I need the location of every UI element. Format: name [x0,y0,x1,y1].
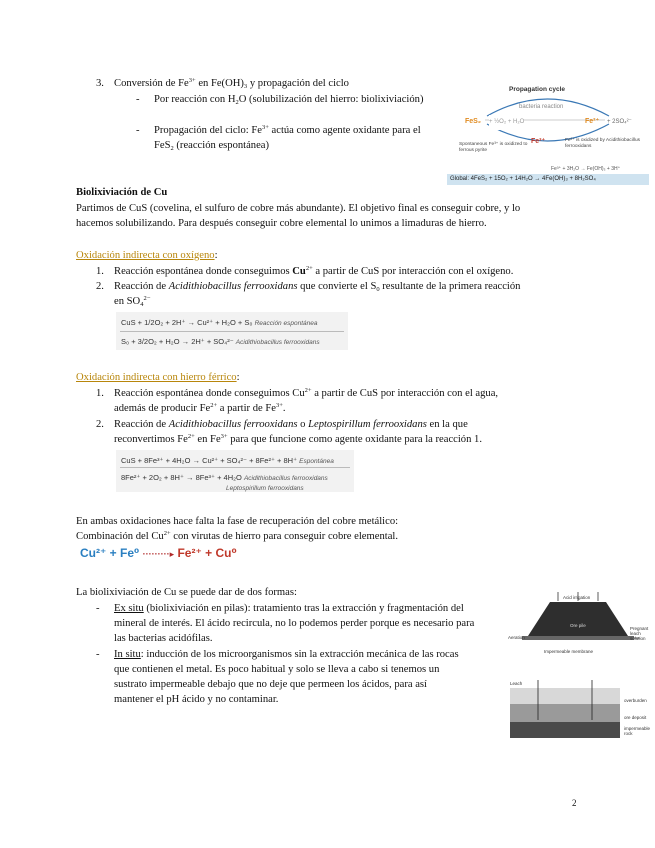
equation-right: Fe²⁺ + Cu⁰ [177,546,237,560]
heap-label-bottom: Impermeable membrane [544,649,594,654]
ox-oxygen-reaction-1: CuS + 1/2O₂ + 2H⁺ → Cu²⁺ + H₂O + S₀ Reacción espontánea [121,318,318,327]
heap-leaching-figure [508,590,650,656]
cycle-bottom-reaction: Fe³⁺ + 3H₂O → Fe(OH)₃ + 3H⁺ [551,166,621,172]
item-3-text: Conversión de $Fe^{3+}$ en $Fe(OH)_3$ y propagación del ciclo [114,77,349,90]
in-situ-label-top: Leach [510,681,523,686]
ox-oxygen-reaction-2: S₀ + 3/2O₂ + H₂O → 2H⁺ + SO₄²⁻ Acidithiobacillus ferrooxidans [121,337,320,346]
cycle-title: Propagation cycle [509,86,565,93]
cycle-reactants: + ½O₂ + H₂O [489,115,524,130]
cu-intro-line-2: hacemos solubilizando. Para después conseguir cobre elemental lo unimos a limaduras de hierro. [76,218,487,229]
cycle-note-left: Spontaneous Fe³⁺ is oxidized to ferrous pyrite [459,142,528,153]
cycle-note-right: Fe²⁺ is oxidized by Acidithiobacillus ferrooxidans [565,138,641,149]
copper-recovery-equation [80,546,237,562]
heap-label-pile: Ore pile [570,623,586,628]
overburden-layer [510,688,620,704]
ox-iron-item-1: 1. Reacción espontánea donde conseguimos $Cu^{2+}$ a partir de CuS por interacción con el agua, además de producir $Fe^{2+}$ a partir de $Fe^{3+}$. [96,387,499,414]
propagation-cycle-figure [447,80,649,188]
item-3-bullet-1: - Por reacción con $H_2O$ (solubilización del hierro: biolixiviación) [136,94,424,106]
ox-iron-heading: Oxidación indirecta con hierro férrico: [76,372,240,383]
ox-iron-reaction-2: 8Fe²⁺ + 2O₂ + 8H⁺ → 8Fe³⁺ + 4H₂O Acidithiobacillus ferrooxidans [121,473,328,482]
ox-oxygen-heading: Oxidación indirecta con oxígeno: [76,250,218,261]
ox-iron-reaction-1: CuS + 8Fe³⁺ + 4H₂O → Cu²⁺ + SO₄²⁻ + 8Fe²⁺ + 8H⁺ Espontánea [121,456,334,465]
ore-layer [510,704,620,722]
equation-arrow: ·········▸ [142,549,175,559]
heap-label-left: Aeration [508,635,525,640]
in-situ-label-3: impermeable rock [624,726,651,736]
cu-intro-line-1: Partimos de CuS (covelina, el sulfuro de cobre más abundante). El objetivo final es conseguir cobre, y lo [76,203,521,214]
ox-iron-reaction-figure [116,450,354,492]
ox-iron-reaction-2-note: Leptospirillum ferrooxidans [226,485,304,492]
item-3-bullet-2: - Propagación del ciclo: $Fe^{3+}$ actúa como agente oxidante para el FeS$_2$ (reacción espontánea) [136,124,421,152]
heap-membrane [522,636,634,640]
cycle-fe2: Fe²⁺ [585,118,600,125]
forms-ex-situ: - Ex situ (biolixiviación en pilas): tratamiento tras la extracción y fragmentación del mineral de interés. El ácido recircula, no lo podemos perder porque es necesario para las bacterias acidófilas. [96,603,475,644]
forms-in-situ: - In situ: inducción de los microorganismos sin la extracción mecánica de las rocas que contienen el metal. Es poco habitual y solo se lleva a cabo si tenemos un sustrato impermeable debajo que no deje que permeen los ácidos, para así mantener el pH ácido y no contaminar. [96,649,459,705]
ox-iron-item-2: 2. Reacción de Acidithiobacillus ferrooxidans o Leptospirillum ferrooxidans en la que reconvertimos $Fe^{2+}$ en $Fe^{3+}$ para que funcione como agente oxidante para la reacción 1. [96,419,482,445]
in-situ-label-1: overburden [624,698,647,703]
ox-oxygen-item-1: 1. Reacción espontánea donde conseguimos $Cu^{2+}$ a partir de CuS por interacción con el oxígeno. [96,265,514,277]
cycle-global-equation: Global: 4FeS₂ + 15O₂ + 14H₂O → 4Fe(OH)₃ + 8H₂SO₄ [447,174,649,185]
cycle-fe3: Fe³⁺ [531,138,546,145]
forms-intro: La biolixiviación de Cu se puede dar de dos formas: [76,587,297,598]
impermeable-layer [510,722,620,738]
ox-oxygen-reaction-figure [116,312,348,350]
equation-left: Cu²⁺ + Fe⁰ [80,546,140,560]
cycle-sulfate: + 2SO₄²⁻ [607,119,632,125]
page-number: 2 [572,798,577,808]
cycle-fes2: FeS₂ [465,118,481,125]
in-situ-figure [508,676,650,740]
cu-section-heading: Biolixiviación de Cu [76,187,168,198]
item-3 [96,76,426,91]
cycle-inner-label: bacteria reaction [519,104,564,110]
item-3-number: 3. [96,78,104,89]
heap-label-right: Pregnant leach solution [630,626,649,641]
both-line-1: En ambas oxidaciones hace falta la fase de recuperación del cobre metálico: [76,516,399,527]
in-situ-label-2: ore deposit [624,715,647,720]
ox-oxygen-item-2: 2. Reacción de Acidithiobacillus ferrooxidans que convierte el $S_0$ resultante de la primera reacción en $SO_4^{2-}$ [96,281,521,308]
both-line-2: Combinación del $Cu^{2+}$ con virutas de hierro para conseguir cobre elemental. [76,530,398,542]
heap-label-top: Acid irrigation [563,595,591,600]
